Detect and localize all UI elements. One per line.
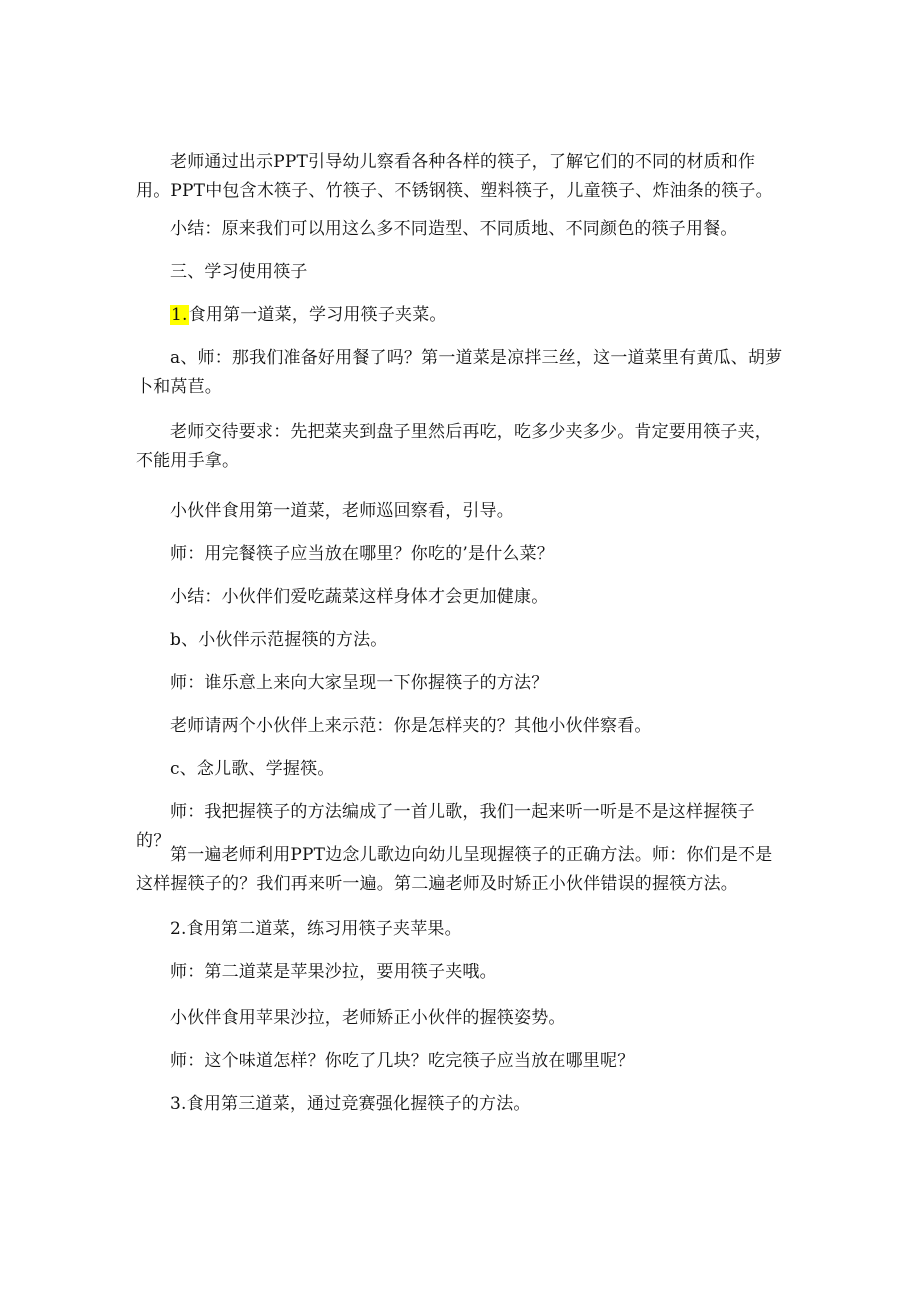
paragraph-c: c、念儿歌、学握筷。 (170, 759, 335, 779)
paragraph-teacher-question-2: 师：谁乐意上来向大家呈现一下你握筷子的方法？ (170, 673, 549, 693)
highlighted-step-number: 1. (171, 305, 188, 325)
step-2-heading: 2.食用第二道菜，练习用筷子夹苹果。 (170, 919, 462, 939)
paragraph-second-dish: 师：第二道菜是苹果沙拉，要用筷子夹哦。 (170, 962, 497, 982)
step-1-heading (136, 301, 786, 330)
step-3-heading: 3.食用第三道菜，通过竞赛强化握筷子的方法。 (170, 1094, 531, 1114)
paragraph-teacher-question-3: 师：这个味道怎样？你吃了几块？吃完筷子应当放在哪里呢？ (170, 1051, 635, 1071)
paragraph-a: a、师：那我们准备好用餐了吗？第一道菜是凉拌三丝，这一道菜里有黄瓜、胡萝卜和莴苣。 (136, 348, 783, 397)
paragraph-apple-salad: 小伙伴食用苹果沙拉，老师矫正小伙伴的握筷姿势。 (170, 1008, 566, 1028)
paragraph-eat-first: 小伙伴食用第一道菜，老师巡回察看，引导。 (170, 501, 514, 521)
paragraph-teacher-question-1: 师：用完餐筷子应当放在哪里？你吃的’是什么菜？ (170, 544, 555, 564)
paragraph-summary-1: 小结：原来我们可以用这么多不同造型、不同质地、不同颜色的筷子用餐。 (170, 219, 738, 239)
step-1-text: 食用第一道菜，学习用筷子夹菜。 (188, 305, 447, 325)
paragraph-intro: 老师通过出示PPT引导幼儿察看各种各样的筷子，了解它们的不同的材质和作用。PPT中包含木筷子、竹筷子、不锈钢筷、塑料筷子，儿童筷子、炸油条的筷子。 (136, 152, 773, 201)
paragraph-rhyme: 师：我把握筷子的方法编成了一首儿歌，我们一起来听一听是不是这样握筷子的？ (136, 802, 755, 851)
paragraph-demo: 老师请两个小伙伴上来示范：你是怎样夹的？其他小伙伴察看。 (170, 716, 652, 736)
paragraph-summary-2: 小结：小伙伴们爱吃蔬菜这样身体才会更加健康。 (170, 587, 549, 607)
paragraph-requirements: 老师交待要求：先把菜夹到盘子里然后再吃，吃多少夹多少。肯定要用筷子夹，不能用手拿。 (136, 422, 772, 471)
section-heading: 三、学习使用筷子 (170, 262, 308, 282)
paragraph-b: b、小伙伴示范握筷的方法。 (170, 630, 388, 650)
paragraph-first-pass: 第一遍老师利用PPT边念儿歌边向幼儿呈现握筷子的正确方法。师：你们是不是这样握筷子的？我们再来听一遍。第二遍老师及时矫正小伙伴错误的握筷方法。 (136, 845, 773, 894)
